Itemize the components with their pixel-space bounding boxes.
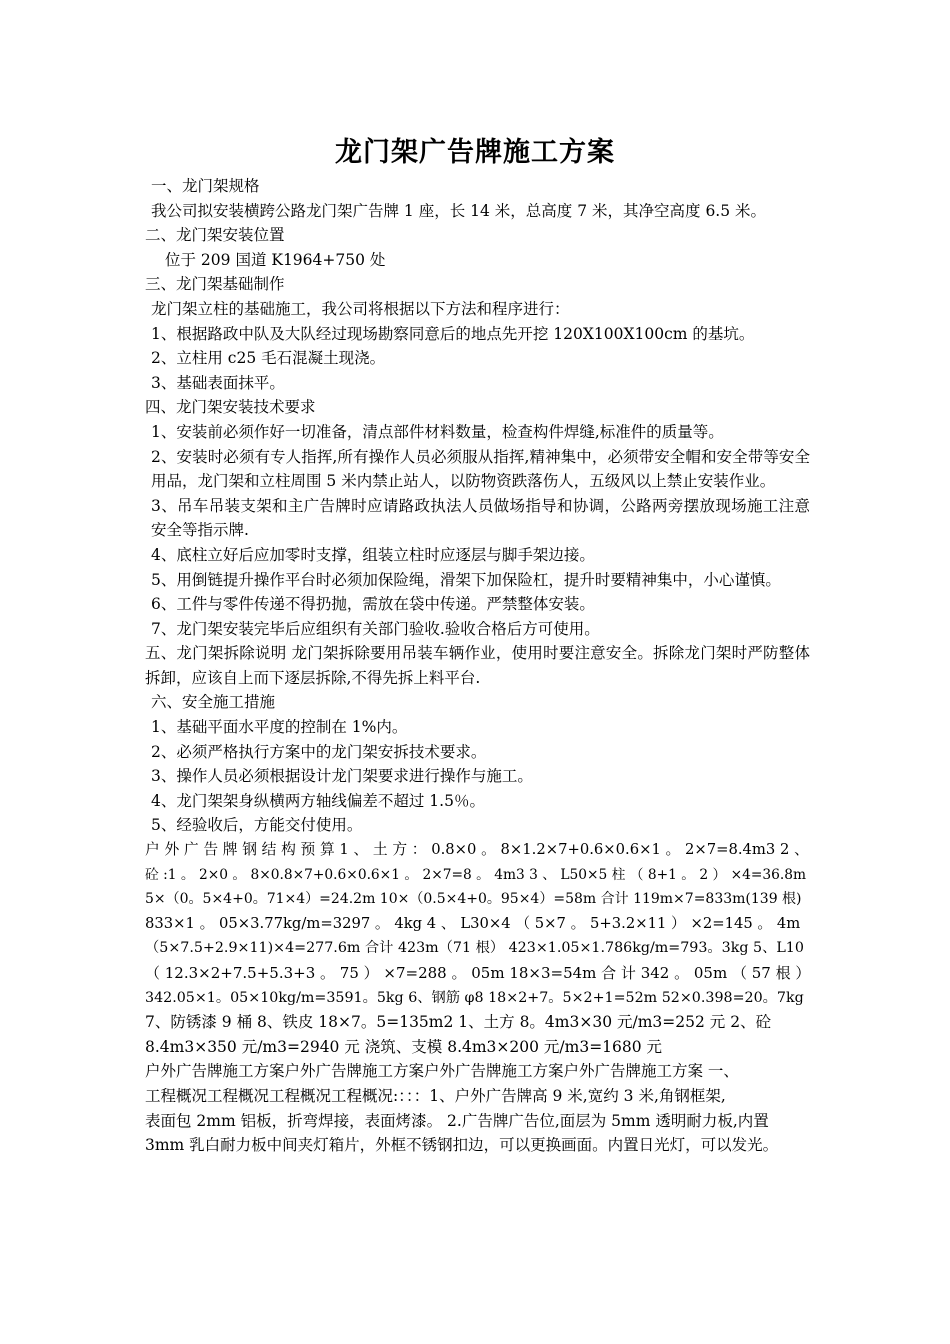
budget-line: 户 外 广 告 牌 钢 结 构 预 算 1 、 土 方 ： 0.8×0 。 8×1.2×7+0.6×0.6×1 。 2×7=8.4m3 2 、 [145,841,809,859]
section-heading-2: 二、龙门架安装位置 [145,226,285,245]
list-item: 1、基础平面水平度的控制在 1%内。 [151,718,408,737]
list-item: 4、龙门架架身纵横两方轴线偏差不超过 1.5％。 [151,791,485,810]
outdoor-line: 户外广告牌施工方案户外广告牌施工方案户外广告牌施工方案户外广告牌施工方案 一、 [145,1062,739,1081]
outdoor-line: 表面包 2mm 铝板，折弯焊接，表面烤漆。 2.广告牌广告位,面层为 5mm 透明耐力板,内置 [145,1111,769,1130]
section-intro-3: 龙门架立柱的基础施工，我公司将根据以下方法和程序进行： [151,299,570,318]
budget-line: 342.05×1。05×10kg/m=3591。5kg 6、钢筋 φ8 18×2+7。5×2+1=52m 52×0.398=20。7kg [145,989,804,1006]
section-text-5: 五、龙门架拆除说明 龙门架拆除要用吊装车辆作业，使用时要注意安全。拆除龙门架时严防整体拆卸，应该自上而下逐层拆除,不得先拆上料平台. [145,644,810,687]
budget-line: 8.4m3×350 元/m3=2940 元 浇筑、支模 8.4m3×200 元/m3=1680 元 [145,1037,663,1056]
list-item: 5、用倒链提升操作平台时必须加保险绳，滑架下加保险杠，提升时要精神集中，小心谨慎。 [151,570,781,589]
list-item: 3、基础表面抹平。 [151,373,285,392]
budget-line: （ 12.3×2+7.5+5.3+3 。 75 ） ×7=288 。 05m 18×3=54m 合 计 342 。 05m （ 57 根 ） [145,964,811,982]
list-item: 7、龙门架安装完毕后应组织有关部门验收.验收合格后方可使用。 [151,619,600,638]
budget-line: 5×（0。5×4+0。71×4）=24.2m 10×（0.5×4+0。95×4）=58m 合计 119m×7=833m(139 根) [145,891,802,908]
list-item: 2、立柱用 c25 毛石混凝土现浇。 [151,349,386,368]
outdoor-line: 3mm 乳白耐力板中间夹灯箱片，外框不锈钢扣边，可以更换画面。内置日光灯，可以发光。 [145,1136,779,1155]
section-heading-6: 六、安全施工措施 [151,693,276,712]
list-item: 1、安装前必须作好一切准备，清点部件材料数量，检查构件焊缝,标准件的质量等。 [151,422,724,441]
page-title: 龙门架广告牌施工方案 [335,137,615,168]
list-item: 3、吊车吊装支架和主广告牌时应请路政执法人员做场指导和协调，公路两旁摆放现场施工注意安全等指示牌. [151,496,810,540]
list-item: 3、操作人员必须根据设计龙门架要求进行操作与施工。 [151,767,533,786]
list-item: 1、根据路政中队及大队经过现场勘察同意后的地点先开挖 120X100X100cm 的基坑。 [151,324,755,343]
section-heading-1: 一、龙门架规格 [151,177,260,195]
outdoor-line: 工程概况工程概况工程概况工程概况:：：：1、户外广告牌高 9 米,宽约 3 米,角钢框架, [145,1086,726,1105]
budget-line: 833×1 。 05×3.77kg/m=3297 。 4kg 4 、 L30×4 （ 5×7 。 5+3.2×11 ） ×2=145 。 4m [145,914,801,932]
list-item: 6、工件与零件传递不得扔抛，需放在袋中传递。严禁整体安装。 [151,595,595,614]
list-item: 4、底柱立好后应加零时支撑，组装立柱时应逐层与脚手架边接。 [151,545,595,564]
list-item: 5、经验收后，方能交付使用。 [151,816,363,835]
section-text-1: 我公司拟安装横跨公路龙门架广告牌 1 座，长 14 米，总高度 7 米，其净空高度 6.5 米。 [151,201,767,220]
section-heading-4: 四、龙门架安装技术要求 [145,398,316,417]
budget-line: （5×7.5+2.9×11)×4=277.6m 合计 423m（71 根） 423×1.05×1.786kg/m=793。3kg 5、L10 [145,940,804,957]
section-text-2: 位于 209 国道 K1964+750 处 [165,250,386,269]
section-heading-3: 三、龙门架基础制作 [145,275,285,294]
list-item: 2、必须严格执行方案中的龙门架安拆技术要求。 [151,742,487,761]
list-item: 2、安装时必须有专人指挥,所有操作人员必须服从指挥,精神集中，必须带安全帽和安全带等安全用品，龙门架和立柱周围 5 米内禁止站人，以防物资跌落伤人，五级风以上禁止安装作业。 [151,447,810,491]
document-body [145,174,810,1158]
budget-line: 砼 :1 。 2×0 。 8×0.8×7+0.6×0.6×1 。 2×7=8 。 4m3 3 、 L50×5 柱 （ 8+1 。 2 ） ×4=36.8m [145,866,807,883]
budget-line: 7、防锈漆 9 桶 8、铁皮 18×7。5=135m2 1、土方 8。4m3×30 元/m3=252 元 2、砼 [145,1013,772,1032]
